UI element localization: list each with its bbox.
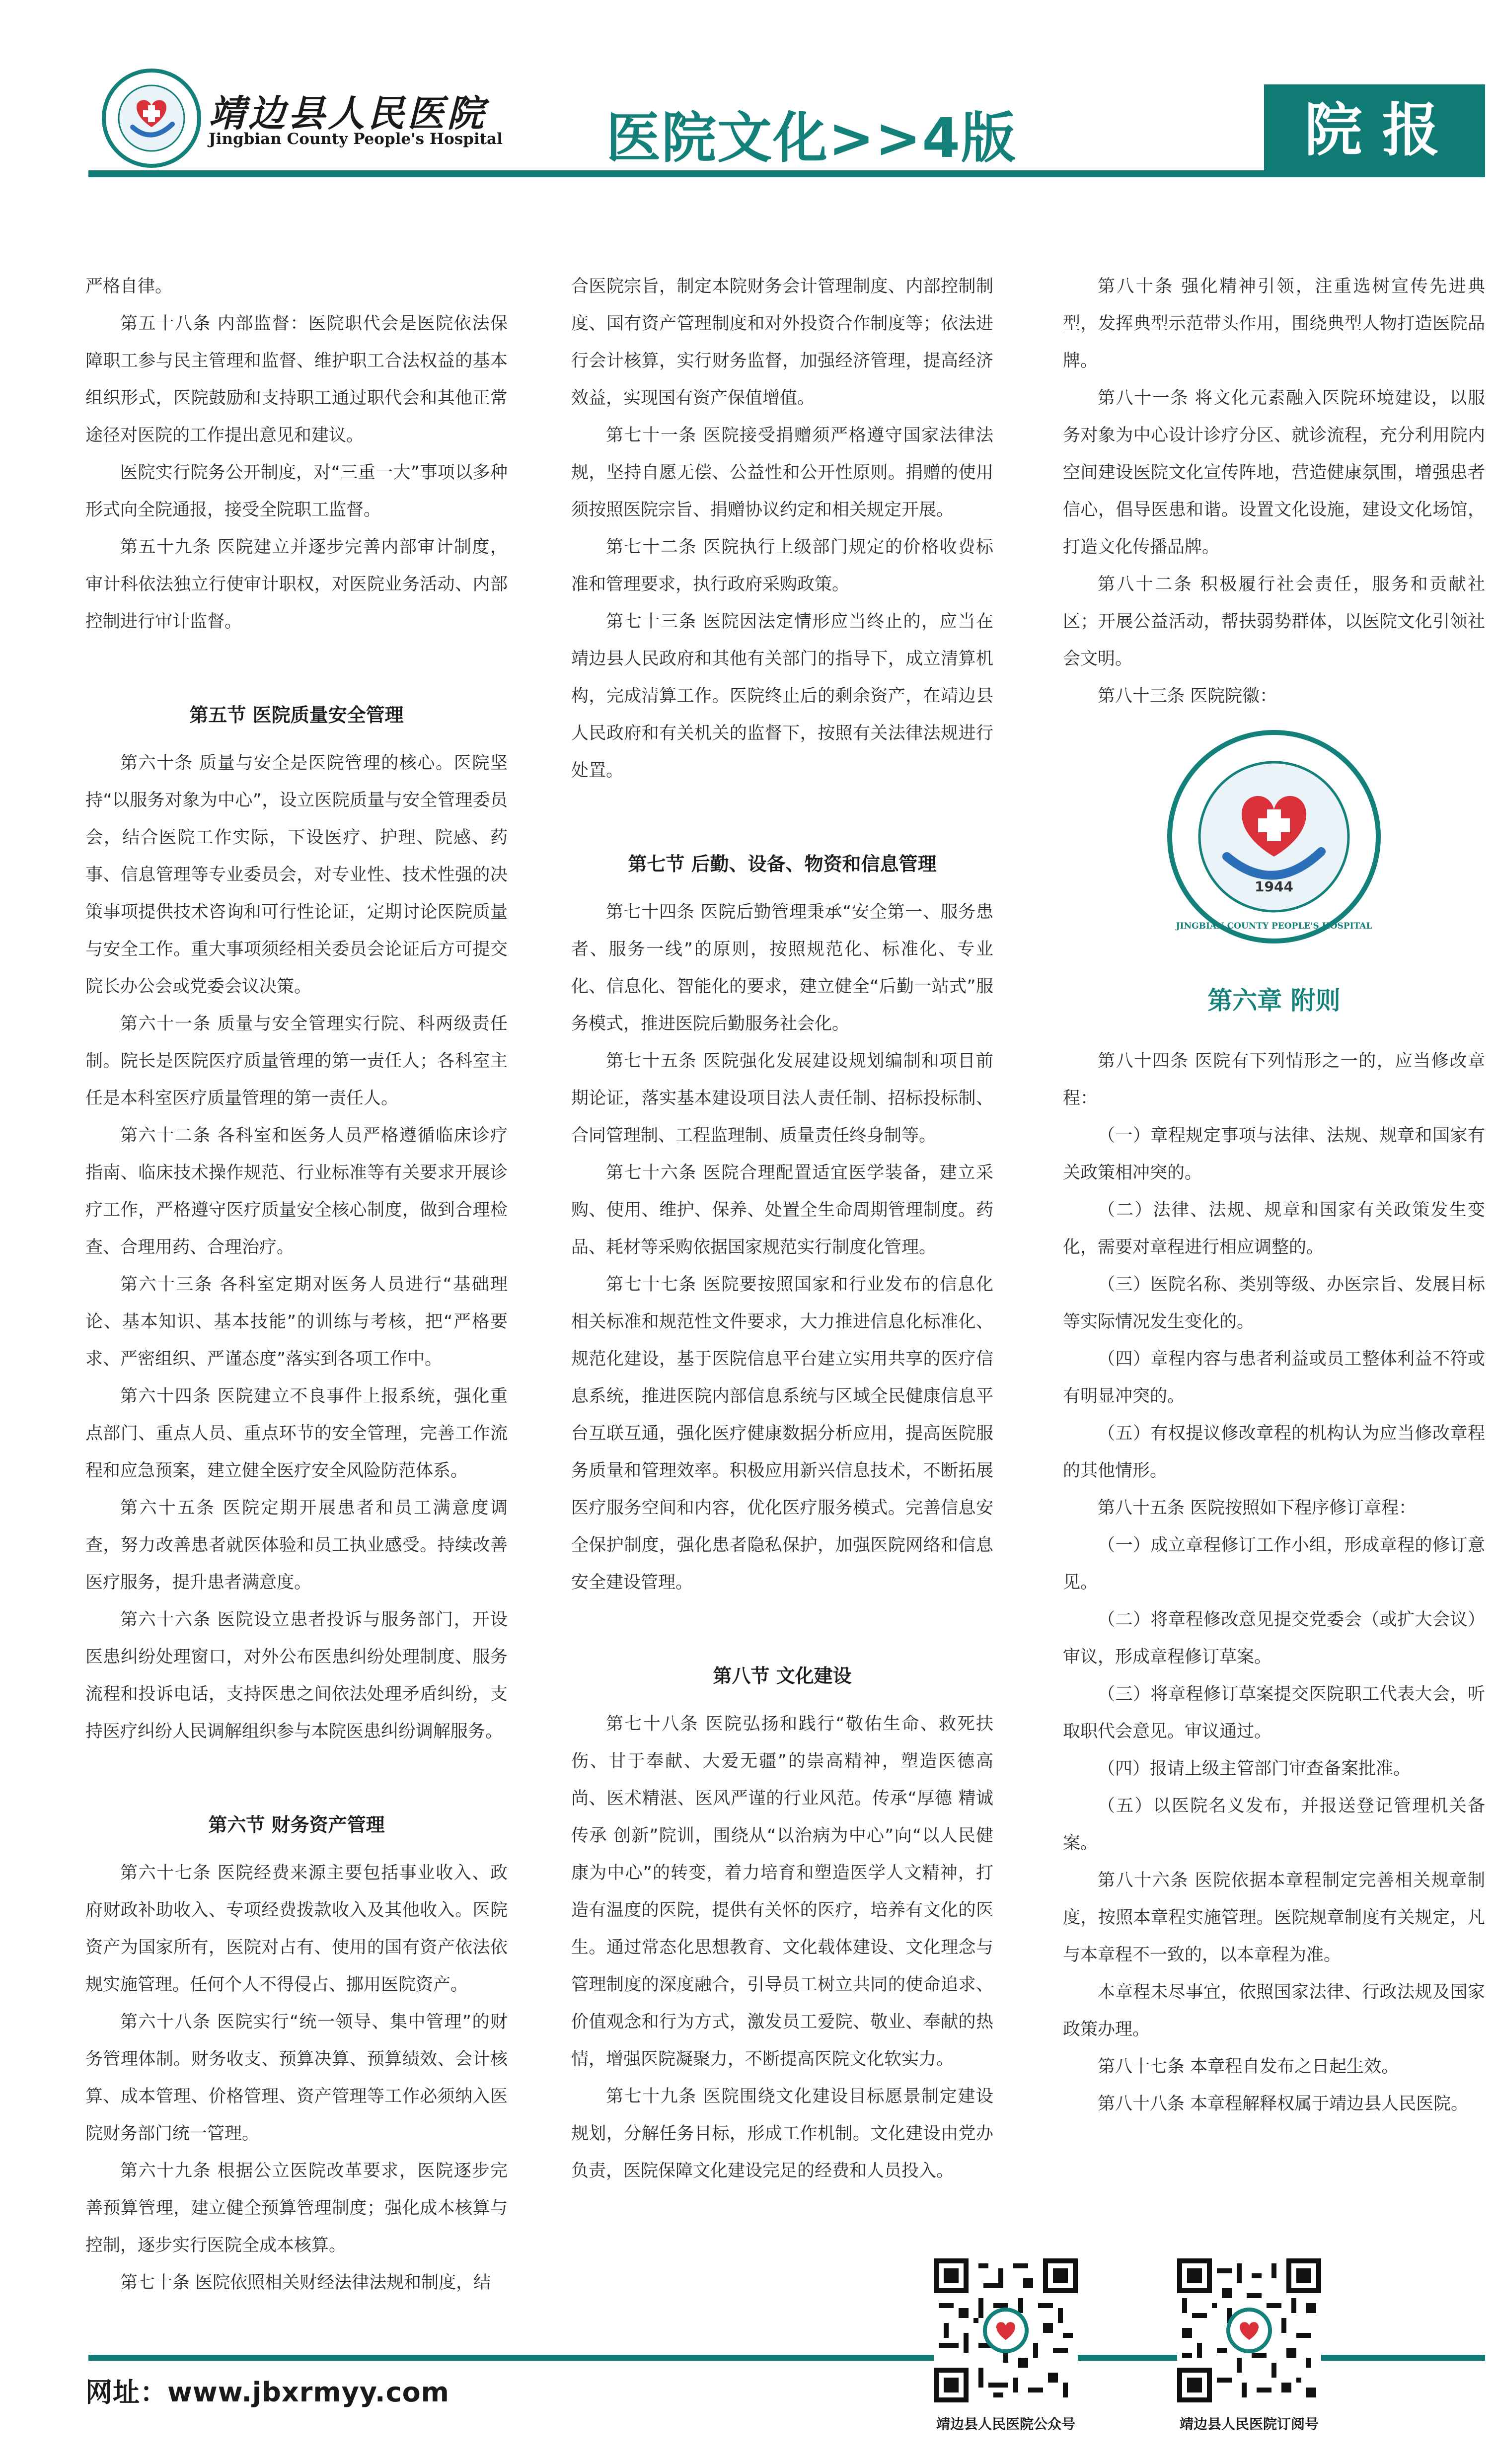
paragraph: 第六十三条 各科室定期对医务人员进行“基础理论、基本知识、基本技能”的训练与考核，把“严格要求、严密组织、严谨态度”落实到各项工作中。 [85,1275,508,1369]
paragraph: 第七十四条 医院后勤管理秉承“安全第一、服务患者、服务一线”的原则，按照规范化、标准化、专业化、信息化、智能化的要求，建立健全“后勤一站式”服务模式，推进医院后勤服务社会化。 [571,902,993,1034]
paragraph: （三）将章程修订草案提交医院职工代表大会，听取职代会意见。审议通过。 [1063,1684,1485,1741]
paragraph: 第七十条 医院依照相关财经法律法规和制度，结 [120,2273,491,2293]
section-heading-8: 第八节 文化建设 [713,1665,852,1687]
hospital-emblem [1167,730,1381,943]
header-divider [88,170,1485,177]
section-heading-5: 第五节 医院质量安全管理 [189,704,404,726]
qr-caption: 靖边县人民医院公众号 [936,2416,1075,2432]
qr-caption: 靖边县人民医院订阅号 [1179,2416,1319,2432]
paragraph: 第六十八条 医院实行“统一领导、集中管理”的财务管理体制。财务收支、预算决算、预算绩效、会计核算、成本管理、价格管理、资产管理等工作必须纳入医院财务部门统一管理。 [85,2012,508,2144]
paragraph: （一）成立章程修订工作小组，形成章程的修订意见。 [1063,1535,1485,1593]
paragraph: 第七十九条 医院围绕文化建设目标愿景制定建设规划，分解任务目标，形成工作机制。文化建设由党办负责，医院保障文化建设完足的经费和人员投入。 [571,2087,993,2181]
paragraph: 第七十八条 医院弘扬和践行“敬佑生命、救死扶伤、甘于奉献、大爱无疆”的崇高精神，塑造医德高尚、医术精湛、医风严谨的行业风范。传承“厚德 精诚 传承 创新”院训，围绕从“以治病为中心”向“以人民健康为中心”的转变，着力培育和塑造医学人文精神，打造有温度的医院，提供有关怀的医疗，培养有文化的医生。通过常态化思想教育、文化载体建设、文化理念与管理制度的深度融合，引导员工树立共同的使命追求、价值观念和行为方式，激发员工爱院、敬业、奉献的热情，增强医院凝聚力，不断提高医院文化软实力。 [571,1714,993,2069]
paragraph: 第八十二条 积极履行社会责任，服务和贡献社区；开展公益活动，帮扶弱势群体，以医院文化引领社会文明。 [1063,575,1485,669]
newspaper-badge: 院报 [1264,84,1485,176]
paragraph: 第八十八条 本章程解释权属于靖边县人民医院。 [1098,2094,1469,2114]
paragraph: （五）以医院名义发布，并报送登记管理机关备案。 [1063,1796,1485,1853]
paragraph: （三）医院名称、类别等级、办医宗旨、发展目标等实际情况发生变化的。 [1063,1275,1485,1332]
paragraph: （五）有权提议修改章程的机构认为应当修改章程的其他情形。 [1063,1424,1485,1481]
paragraph: 第七十二条 医院执行上级部门规定的价格收费标准和管理要求，执行政府采购政策。 [571,537,993,594]
paragraph: 本章程未尽事宜，依照国家法律、行政法规及国家政策办理。 [1063,1982,1485,2039]
emblem-year: 1944 [1255,878,1293,895]
paragraph: 第六十九条 根据公立医院改革要求，医院逐步完善预算管理，建立健全预算管理制度；强化成本核算与控制，逐步实行医院全成本核算。 [85,2161,508,2255]
hospital-name-cn: 靖边县人民医院 [209,92,487,135]
paragraph: 第八十七条 本章程自发布之日起生效。 [1098,2057,1399,2077]
paragraph: 第五十九条 医院建立并逐步完善内部审计制度，审计科依法独立行使审计职权，对医院业务活动、内部控制进行审计监督。 [85,537,508,632]
paragraph: 第七十一条 医院接受捐赠须严格遵守国家法律法规，坚持自愿无偿、公益性和公开性原则。捐赠的使用须按照医院宗旨、捐赠协议约定和相关规定开展。 [571,426,993,520]
hospital-logo-seal [102,69,201,168]
website-url[interactable]: 网址：www.jbxrmyy.com [85,2377,449,2408]
paragraph: 第八十五条 医院按照如下程序修订章程： [1098,1498,1417,1518]
hospital-name-en: Jingbian County People's Hospital [209,130,503,148]
paragraph: 第六十五条 医院定期开展患者和员工满意度调查，努力改善患者就医体验和员工执业感受。持续改善医疗服务，提升患者满意度。 [85,1498,508,1593]
paragraph: （四）报请上级主管部门审查备案批准。 [1098,1759,1411,1779]
column-2 [571,268,993,2190]
chapter-heading-6: 第六章 附则 [1207,986,1341,1015]
section-heading-7: 第七节 后勤、设备、物资和信息管理 [628,853,937,875]
paragraph: 第八十三条 医院院徽： [1098,686,1277,706]
qr-code-icon [1177,2258,1321,2402]
paragraph: 第七十七条 医院要按照国家和行业发布的信息化相关标准和规范性文件要求，大力推进信息化标准化、规范化建设，基于医院信息平台建立实用共享的医疗信息系统，推进医院内部信息系统与区域全民健康信息平台互联互通，强化医疗健康数据分析应用，提高医院服务质量和管理效率。积极应用新兴信息技术，不断拓展医疗服务空间和内容，优化医疗服务模式。完善信息安全保护制度，强化患者隐私保护，加强医院网络和信息安全建设管理。 [571,1275,993,1593]
paragraph: 第八十一条 将文化元素融入医院环境建设，以服务对象为中心设计诊疗分区、就诊流程，充分利用院内空间建设医院文化宣传阵地，营造健康氛围，增强患者信心，倡导医患和谐。设置文化设施，建设文化场馆，打造文化传播品牌。 [1063,388,1485,557]
section-heading-6: 第六节 财务资产管理 [208,1814,385,1836]
paragraph: （一）章程规定事项与法律、法规、规章和国家有关政策相冲突的。 [1063,1126,1485,1183]
paragraph: （四）章程内容与患者利益或员工整体利益不符或有明显冲突的。 [1063,1349,1485,1406]
paragraph: 第七十五条 医院强化发展建设规划编制和项目前期论证，落实基本建设项目法人责任制、招标投标制、合同管理制、工程监理制、质量责任终身制等。 [571,1051,993,1146]
paragraph: 第六十一条 质量与安全管理实行院、科两级责任制。院长是医院医疗质量管理的第一责任人；各科室主任是本科室医疗质量管理的第一责任人。 [85,1014,508,1108]
paragraph: 医院实行院务公开制度，对“三重一大”事项以多种形式向全院通报，接受全院职工监督。 [85,463,508,520]
paragraph: 第六十四条 医院建立不良事件上报系统，强化重点部门、重点人员、重点环节的安全管理，完善工作流程和应急预案，建立健全医疗安全风险防范体系。 [85,1386,508,1481]
paragraph: 第六十七条 医院经费来源主要包括事业收入、政府财政补助收入、专项经费拨款收入及其他收入。医院资产为国家所有，医院对占有、使用的国有资产依法依规实施管理。任何个人不得侵占、挪用医院资产。 [85,1863,508,1995]
qr-subscription-account[interactable] [1177,2258,1321,2433]
emblem-text: JINGBIAN COUNTY PEOPLE'S HOSPITAL [1176,921,1372,931]
paragraph: （二）法律、法规、规章和国家有关政策发生变化，需要对章程进行相应调整的。 [1063,1200,1485,1257]
paragraph: 第八十条 强化精神引领，注重选树宣传先进典型，发挥典型示范带头作用，围绕典型人物打造医院品牌。 [1063,277,1485,371]
paragraph: 第六十六条 医院设立患者投诉与服务部门，开设医患纠纷处理窗口，对外公布医患纠纷处理制度、服务流程和投诉电话，支持医患之间依法处理矛盾纠纷，支持医疗纠纷人民调解组织参与本院医患纠纷调解服务。 [85,1610,508,1741]
section-title: 医院文化>>4版 [606,106,1017,170]
paragraph: 合医院宗旨，制定本院财务会计管理制度、内部控制制度、国有资产管理制度和对外投资合作制度等；依法进行会计核算，实行财务监督，加强经济管理，提高经济效益，实现国有资产保值增值。 [571,277,993,408]
page-header [0,0,1495,179]
paragraph: 第六十二条 各科室和医务人员严格遵循临床诊疗指南、临床技术操作规范、行业标准等有关要求开展诊疗工作，严格遵守医疗质量安全核心制度，做到合理检查、合理用药、合理治疗。 [85,1126,508,1257]
paragraph: （二）将章程修改意见提交党委会（或扩大会议）审议，形成章程修订草案。 [1063,1610,1485,1667]
paragraph: 第七十六条 医院合理配置适宜医学装备，建立采购、使用、维护、保养、处置全生命周期管理制度。药品、耗材等采购依据国家规范实行制度化管理。 [571,1163,993,1257]
column-1 [85,268,508,2302]
paragraph: 第六十条 质量与安全是医院管理的核心。医院坚持“以服务对象为中心”，设立医院质量与安全管理委员会，结合医院工作实际，下设医疗、护理、院感、药事、信息管理等专业委员会，对专业性、技术性强的决策事项提供技术咨询和可行性论证，定期讨论医院质量与安全工作。重大事项须经相关委员会论证后方可提交院长办公会或党委会议决策。 [85,753,508,997]
paragraph: 严格自律。 [85,277,173,296]
paragraph: 第五十八条 内部监督：医院职代会是医院依法保障职工参与民主管理和监督、维护职工合法权益的基本组织形式，医院鼓励和支持职工通过职代会和其他正常途径对医院的工作提出意见和建议。 [85,314,508,445]
paragraph: 第七十三条 医院因法定情形应当终止的，应当在靖边县人民政府和其他有关部门的指导下，成立清算机构，完成清算工作。医院终止后的剩余资产，在靖边县人民政府和有关机关的监督下，按照有关法律法规进行处置。 [571,612,993,781]
qr-official-account[interactable] [934,2258,1078,2433]
column-3 [1063,268,1485,2123]
qr-code-icon [934,2258,1078,2402]
paragraph: 第八十四条 医院有下列情形之一的，应当修改章程： [1063,1051,1485,1108]
paragraph: 第八十六条 医院依据本章程制定完善相关规章制度，按照本章程实施管理。医院规章制度有关规定，凡与本章程不一致的，以本章程为准。 [1063,1871,1485,1965]
